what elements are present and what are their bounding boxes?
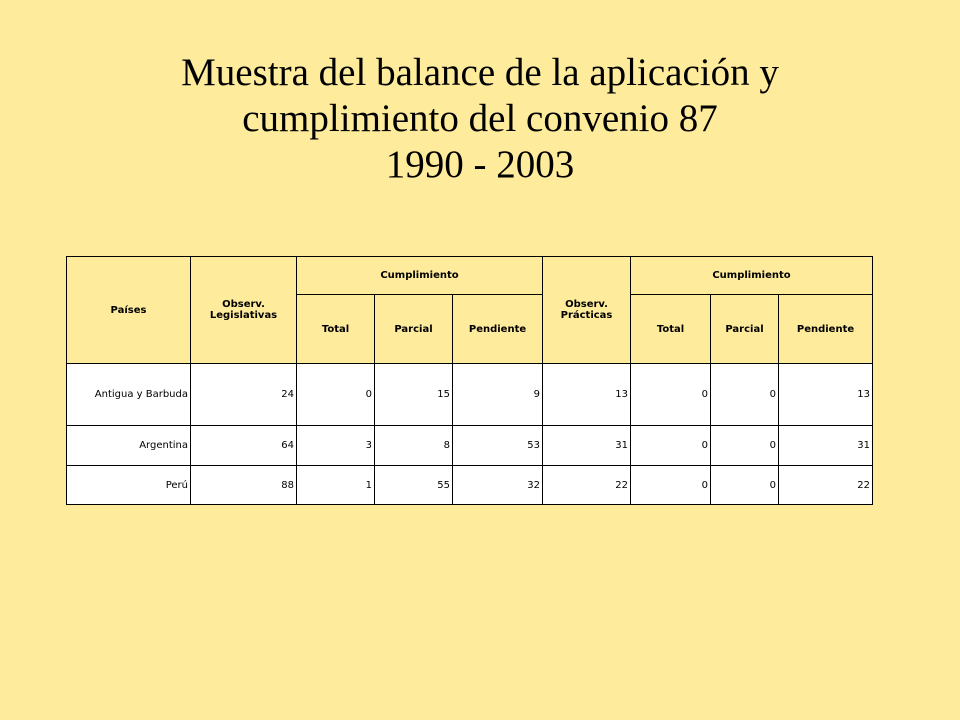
cell-parcial-1: 55 (375, 466, 453, 505)
cell-pendiente-1: 32 (453, 466, 543, 505)
cell-parcial-2: 0 (711, 466, 779, 505)
cell-pendiente-2: 22 (779, 466, 873, 505)
cell-pais: Perú (67, 466, 191, 505)
header-row-1 (67, 257, 873, 295)
cell-total-1: 0 (297, 364, 375, 426)
table-row (67, 426, 873, 466)
cell-obs-prac: 22 (543, 466, 631, 505)
cell-total-2: 0 (631, 466, 711, 505)
header-pendiente-2: Pendiente (779, 295, 873, 364)
cell-total-2: 0 (631, 426, 711, 466)
cell-parcial-2: 0 (711, 426, 779, 466)
cell-pais: Argentina (67, 426, 191, 466)
slide-title (0, 50, 960, 188)
cell-pendiente-2: 31 (779, 426, 873, 466)
header-total-2: Total (631, 295, 711, 364)
cell-obs-prac: 31 (543, 426, 631, 466)
cell-pendiente-1: 9 (453, 364, 543, 426)
cell-total-1: 1 (297, 466, 375, 505)
cell-pendiente-1: 53 (453, 426, 543, 466)
cell-obs-leg: 64 (191, 426, 297, 466)
header-observ-practicas: Observ. Prácticas (543, 257, 631, 364)
cell-pendiente-2: 13 (779, 364, 873, 426)
header-cumplimiento-legislativas: Cumplimiento (297, 257, 543, 295)
cell-parcial-1: 8 (375, 426, 453, 466)
header-paises: Países (67, 257, 191, 364)
title-line-1: Muestra del balance de la aplicación y (181, 51, 779, 94)
header-total-1: Total (297, 295, 375, 364)
header-parcial-2: Parcial (711, 295, 779, 364)
cell-obs-leg: 88 (191, 466, 297, 505)
header-parcial-1: Parcial (375, 295, 453, 364)
cell-total-1: 3 (297, 426, 375, 466)
header-pendiente-1: Pendiente (453, 295, 543, 364)
cell-pais: Antigua y Barbuda (67, 364, 191, 426)
table-row (67, 466, 873, 505)
title-line-3: 1990 - 2003 (385, 143, 575, 186)
table-row (67, 364, 873, 426)
compliance-table (66, 256, 873, 505)
cell-parcial-1: 15 (375, 364, 453, 426)
cell-obs-leg: 24 (191, 364, 297, 426)
header-cumplimiento-practicas: Cumplimiento (631, 257, 873, 295)
header-observ-legislativas: Observ. Legislativas (191, 257, 297, 364)
cell-obs-prac: 13 (543, 364, 631, 426)
cell-parcial-2: 0 (711, 364, 779, 426)
cell-total-2: 0 (631, 364, 711, 426)
title-line-2: cumplimiento del convenio 87 (242, 97, 718, 140)
